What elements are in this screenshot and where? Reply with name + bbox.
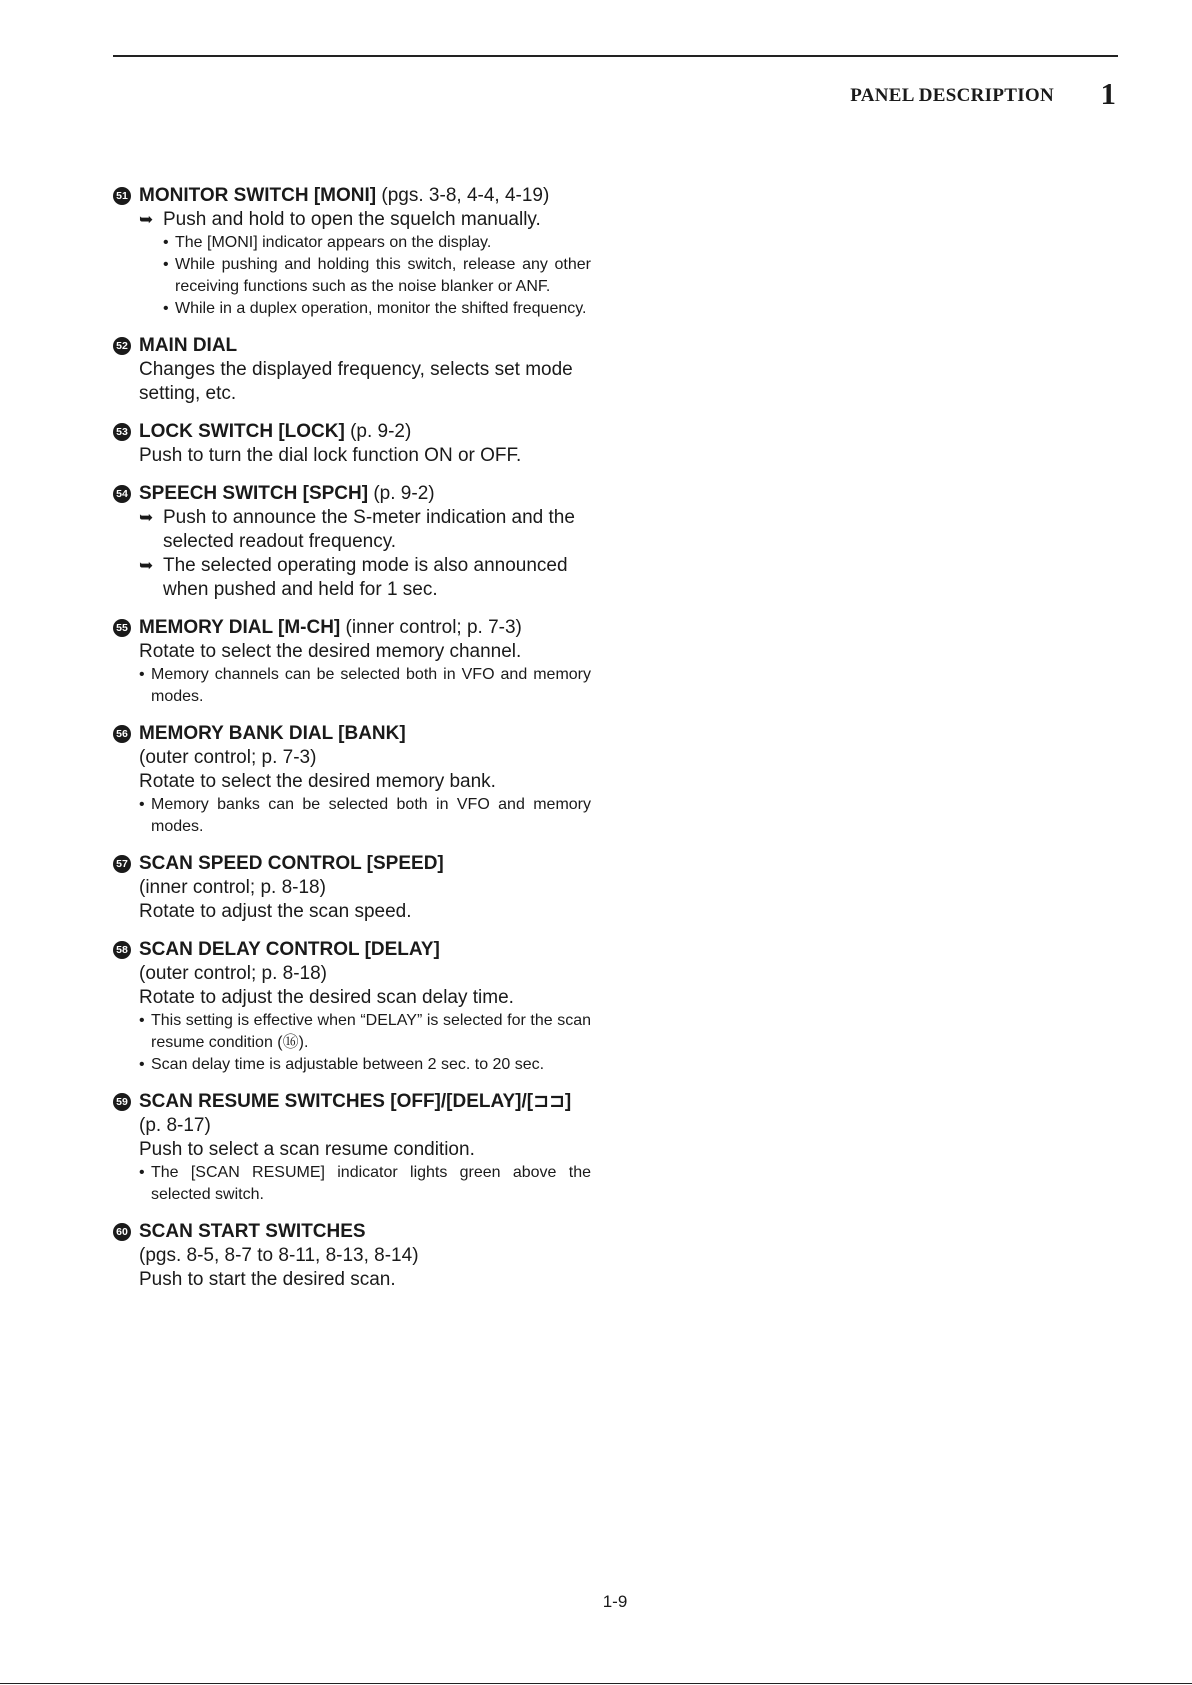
body-line: Push to select a scan resume condition. (139, 1139, 475, 1160)
item-heading (113, 852, 591, 876)
item-body (113, 1244, 591, 1292)
item-title: MAIN DIAL (139, 335, 238, 356)
arrow-text: The selected operating mode is also announced when pushed and held for 1 sec. (163, 555, 568, 600)
item-52 (113, 334, 591, 406)
item-page-ref: (p. 9-2) (344, 421, 412, 442)
arrow-line (139, 554, 591, 602)
arrow-icon: ➥ (139, 556, 154, 575)
page-number: 1-9 (602, 1592, 628, 1611)
item-body (113, 1114, 591, 1206)
item-heading (113, 616, 591, 640)
body-line: (outer control; p. 7-3) (139, 747, 317, 768)
item-54 (113, 482, 591, 602)
item-number-badge: 51 (113, 187, 131, 205)
body-line: (outer control; p. 8-18) (139, 963, 327, 984)
item-title: MONITOR SWITCH [MONI] (139, 185, 377, 206)
section-title: PANEL DESCRIPTION (850, 85, 1054, 106)
bullet-note: • This setting is effective when “DELAY” is selected for the scan resume condition (⑯). (139, 1010, 591, 1054)
item-number-badge: 57 (113, 855, 131, 873)
item-heading (113, 938, 591, 962)
item-number-badge: 53 (113, 423, 131, 441)
item-number-badge: 52 (113, 337, 131, 355)
bullet-note: • While in a duplex operation, monitor the shifted frequency. (163, 298, 591, 320)
arrow-icon: ➥ (139, 210, 154, 229)
item-body (113, 876, 591, 924)
body-line: Rotate to adjust the scan speed. (139, 901, 412, 922)
item-number-badge: 56 (113, 725, 131, 743)
item-heading (113, 334, 591, 358)
chapter-number: 1 (1100, 76, 1116, 111)
item-page-ref: (pgs. 3-8, 4-4, 4-19) (376, 185, 550, 206)
item-number-badge: 55 (113, 619, 131, 637)
item-number-badge: 54 (113, 485, 131, 503)
arrow-text: Push and hold to open the squelch manually. (163, 209, 541, 230)
body-line: Rotate to select the desired memory bank. (139, 771, 496, 792)
item-title: MEMORY BANK DIAL [BANK] (139, 723, 406, 744)
item-body (113, 444, 591, 468)
item-page-ref: (p. 9-2) (368, 483, 435, 504)
item-heading (113, 184, 591, 208)
item-55 (113, 616, 591, 708)
item-title: LOCK SWITCH [LOCK] (139, 421, 345, 442)
item-body (113, 208, 591, 320)
arrow-line (139, 208, 591, 320)
body-line: (p. 8-17) (139, 1115, 211, 1136)
body-line: Rotate to select the desired memory channel. (139, 641, 522, 662)
bullet-note: • Scan delay time is adjustable between 2 sec. to 20 sec. (139, 1054, 591, 1076)
item-body (113, 506, 591, 602)
item-title: SPEECH SWITCH [SPCH] (139, 483, 369, 504)
item-59 (113, 1090, 591, 1206)
item-body (113, 358, 591, 406)
item-57 (113, 852, 591, 924)
item-title: SCAN START SWITCHES (139, 1221, 366, 1242)
item-heading (113, 722, 591, 746)
item-title: SCAN SPEED CONTROL [SPEED] (139, 853, 444, 874)
item-heading (113, 420, 591, 444)
bullet-note: • Memory channels can be selected both in VFO and memory modes. (139, 664, 591, 708)
item-number-badge: 60 (113, 1223, 131, 1241)
item-body (113, 962, 591, 1076)
item-title: MEMORY DIAL [M-CH] (139, 617, 341, 638)
item-heading (113, 1090, 591, 1114)
body-line: Push to start the desired scan. (139, 1269, 396, 1290)
item-title: SCAN RESUME SWITCHES [OFF]/[DELAY]/[⊐⊐] (139, 1091, 572, 1112)
bullet-note: • The [MONI] indicator appears on the display. (163, 232, 591, 254)
item-number-badge: 58 (113, 941, 131, 959)
item-body (113, 746, 591, 838)
arrow-icon: ➥ (139, 508, 154, 527)
item-heading (113, 482, 591, 506)
body-line: Push to turn the dial lock function ON or OFF. (139, 445, 522, 466)
arrow-line (139, 506, 591, 554)
item-58 (113, 938, 591, 1076)
bullet-note: • The [SCAN RESUME] indicator lights green above the selected switch. (139, 1162, 591, 1206)
footer-rule (0, 1683, 1192, 1684)
item-body (113, 640, 591, 708)
bullet-note: • While pushing and holding this switch, release any other receiving functions such as the noise blanker or ANF. (163, 254, 591, 298)
item-51 (113, 184, 591, 320)
arrow-text: Push to announce the S-meter indication and the selected readout frequency. (163, 507, 575, 552)
item-number-badge: 59 (113, 1093, 131, 1111)
body-line: (inner control; p. 8-18) (139, 877, 326, 898)
item-53 (113, 420, 591, 468)
item-56 (113, 722, 591, 838)
item-heading (113, 1220, 591, 1244)
item-title: SCAN DELAY CONTROL [DELAY] (139, 939, 440, 960)
item-60 (113, 1220, 591, 1292)
item-page-ref: (inner control; p. 7-3) (340, 617, 522, 638)
body-line: (pgs. 8-5, 8-7 to 8-11, 8-13, 8-14) (139, 1245, 419, 1266)
header-rule (113, 55, 1118, 57)
body-line: Rotate to adjust the desired scan delay time. (139, 987, 514, 1008)
body-line: Changes the displayed frequency, selects set mode setting, etc. (139, 359, 573, 404)
bullet-note: • Memory banks can be selected both in VFO and memory modes. (139, 794, 591, 838)
description-column (113, 184, 591, 1306)
